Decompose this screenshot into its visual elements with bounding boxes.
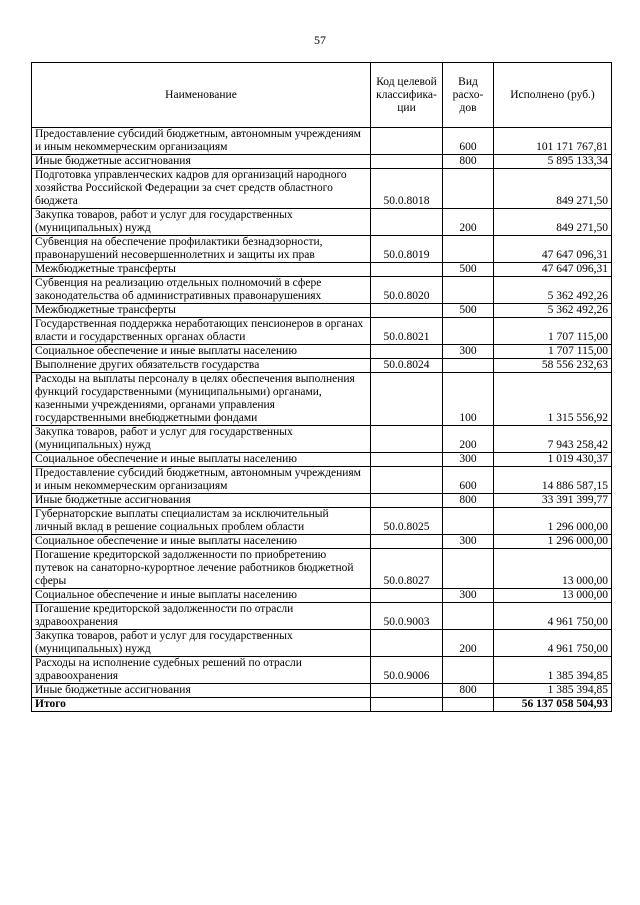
row-name: Социальное обеспечение и иные выплаты населению — [32, 535, 371, 549]
table-row — [32, 277, 612, 304]
row-amount: 101 171 767,81 — [494, 128, 612, 155]
row-code: 50.0.8025 — [371, 508, 443, 535]
row-name: Закупка товаров, работ и услуг для государственных (муниципальных) нужд — [32, 426, 371, 453]
row-type — [443, 549, 494, 589]
row-type: 200 — [443, 630, 494, 657]
row-code — [371, 426, 443, 453]
row-type: 300 — [443, 589, 494, 603]
row-code: 50.0.9006 — [371, 657, 443, 684]
row-amount: 1 707 115,00 — [494, 345, 612, 359]
row-type — [443, 318, 494, 345]
row-type — [443, 169, 494, 209]
row-code — [371, 263, 443, 277]
row-amount: 58 556 232,63 — [494, 359, 612, 373]
row-code — [371, 304, 443, 318]
row-amount: 1 385 394,85 — [494, 657, 612, 684]
row-name: Межбюджетные трансферты — [32, 304, 371, 318]
row-amount: 849 271,50 — [494, 209, 612, 236]
row-name: Предоставление субсидий бюджетным, автономным учреждениям и иным некоммерческим организациям — [32, 467, 371, 494]
row-type: 800 — [443, 684, 494, 698]
row-name: Закупка товаров, работ и услуг для государственных (муниципальных) нужд — [32, 209, 371, 236]
table-row — [32, 373, 612, 426]
row-amount: 5 895 133,34 — [494, 155, 612, 169]
row-type: 500 — [443, 263, 494, 277]
row-code — [371, 155, 443, 169]
row-code — [371, 535, 443, 549]
row-type: 600 — [443, 467, 494, 494]
row-name: Субвенция на обеспечение профилактики безнадзорности, правонарушений несовершеннолетних и защиты их прав — [32, 236, 371, 263]
row-code: 50.0.8018 — [371, 169, 443, 209]
row-amount: 1 296 000,00 — [494, 508, 612, 535]
table-row — [32, 236, 612, 263]
row-amount: 7 943 258,42 — [494, 426, 612, 453]
row-type: 800 — [443, 155, 494, 169]
row-type: 600 — [443, 128, 494, 155]
table-row — [32, 345, 612, 359]
row-code — [371, 209, 443, 236]
table-row — [32, 263, 612, 277]
table-header-row — [32, 63, 612, 128]
row-amount: 47 647 096,31 — [494, 236, 612, 263]
row-amount: 4 961 750,00 — [494, 630, 612, 657]
row-amount: 5 362 492,26 — [494, 304, 612, 318]
row-amount: 4 961 750,00 — [494, 603, 612, 630]
row-amount: 13 000,00 — [494, 589, 612, 603]
row-name: Иные бюджетные ассигнования — [32, 494, 371, 508]
row-name: Выполнение других обязательств государства — [32, 359, 371, 373]
row-type: 300 — [443, 535, 494, 549]
row-code: 50.0.9003 — [371, 603, 443, 630]
row-code — [371, 453, 443, 467]
total-label: Итого — [32, 698, 371, 712]
row-amount: 47 647 096,31 — [494, 263, 612, 277]
row-type — [443, 603, 494, 630]
row-type: 200 — [443, 209, 494, 236]
row-type — [443, 657, 494, 684]
row-code — [371, 630, 443, 657]
row-name: Иные бюджетные ассигнования — [32, 684, 371, 698]
row-code — [371, 373, 443, 426]
row-type: 100 — [443, 373, 494, 426]
expenditure-table — [31, 62, 612, 712]
row-type — [443, 236, 494, 263]
row-code — [371, 467, 443, 494]
row-type — [443, 508, 494, 535]
table-row — [32, 630, 612, 657]
row-code — [371, 128, 443, 155]
row-code — [371, 345, 443, 359]
row-amount: 33 391 399,77 — [494, 494, 612, 508]
table-row — [32, 155, 612, 169]
table-row — [32, 318, 612, 345]
row-name: Закупка товаров, работ и услуг для государственных (муниципальных) нужд — [32, 630, 371, 657]
row-amount: 14 886 587,15 — [494, 467, 612, 494]
row-name: Погашение кредиторской задолженности по приобретению путевок на санаторно-курортное лечение работников бюджетной сферы — [32, 549, 371, 589]
total-row — [32, 698, 612, 712]
table-row — [32, 128, 612, 155]
row-name: Социальное обеспечение и иные выплаты населению — [32, 589, 371, 603]
row-code: 50.0.8024 — [371, 359, 443, 373]
row-name: Государственная поддержка неработающих пенсионеров в органах власти и государственных органах области — [32, 318, 371, 345]
table-row — [32, 426, 612, 453]
row-amount: 5 362 492,26 — [494, 277, 612, 304]
row-amount: 849 271,50 — [494, 169, 612, 209]
row-type: 300 — [443, 453, 494, 467]
header-amount: Исполнено (руб.) — [494, 63, 612, 128]
row-amount: 1 296 000,00 — [494, 535, 612, 549]
row-name: Расходы на исполнение судебных решений по отрасли здравоохранения — [32, 657, 371, 684]
header-type: Вид расхо-дов — [443, 63, 494, 128]
row-type — [443, 359, 494, 373]
row-code — [371, 494, 443, 508]
row-type: 300 — [443, 345, 494, 359]
row-type: 500 — [443, 304, 494, 318]
total-type-cell — [443, 698, 494, 712]
row-code — [371, 589, 443, 603]
table-row — [32, 467, 612, 494]
table-row — [32, 549, 612, 589]
table-row — [32, 535, 612, 549]
total-code-cell — [371, 698, 443, 712]
table-row — [32, 304, 612, 318]
total-amount: 56 137 058 504,93 — [494, 698, 612, 712]
row-name: Межбюджетные трансферты — [32, 263, 371, 277]
table-row — [32, 657, 612, 684]
table-row — [32, 494, 612, 508]
row-type: 200 — [443, 426, 494, 453]
table-row — [32, 508, 612, 535]
row-amount: 1 385 394,85 — [494, 684, 612, 698]
row-name: Погашение кредиторской задолженности по отрасли здравоохранения — [32, 603, 371, 630]
row-amount: 13 000,00 — [494, 549, 612, 589]
table-row — [32, 169, 612, 209]
row-code: 50.0.8020 — [371, 277, 443, 304]
row-type — [443, 277, 494, 304]
table-row — [32, 359, 612, 373]
header-name: Наименование — [32, 63, 371, 128]
table-row — [32, 684, 612, 698]
row-type: 800 — [443, 494, 494, 508]
header-code: Код целевой классифика-ции — [371, 63, 443, 128]
row-name: Социальное обеспечение и иные выплаты населению — [32, 345, 371, 359]
table-row — [32, 209, 612, 236]
row-name: Расходы на выплаты персоналу в целях обеспечения выполнения функций государственными (муниципальными) органами, казенными учреждениями, органами управления государственными внебюджетными фондами — [32, 373, 371, 426]
row-name: Губернаторские выплаты специалистам за исключительный личный вклад в решение социальных проблем области — [32, 508, 371, 535]
row-code: 50.0.8021 — [371, 318, 443, 345]
row-code: 50.0.8019 — [371, 236, 443, 263]
row-code: 50.0.8027 — [371, 549, 443, 589]
table-row — [32, 453, 612, 467]
row-name: Иные бюджетные ассигнования — [32, 155, 371, 169]
row-name: Предоставление субсидий бюджетным, автономным учреждениям и иным некоммерческим организациям — [32, 128, 371, 155]
row-amount: 1 019 430,37 — [494, 453, 612, 467]
row-name: Субвенция на реализацию отдельных полномочий в сфере законодательства об административных правонарушениях — [32, 277, 371, 304]
row-name: Подготовка управленческих кадров для организаций народного хозяйства Российской Федерации за счет средств областного бюджета — [32, 169, 371, 209]
row-amount: 1 315 556,92 — [494, 373, 612, 426]
row-name: Социальное обеспечение и иные выплаты населению — [32, 453, 371, 467]
row-code — [371, 684, 443, 698]
table-row — [32, 589, 612, 603]
page-number: 57 — [314, 33, 326, 47]
row-amount: 1 707 115,00 — [494, 318, 612, 345]
table-body — [32, 128, 612, 712]
table-row — [32, 603, 612, 630]
